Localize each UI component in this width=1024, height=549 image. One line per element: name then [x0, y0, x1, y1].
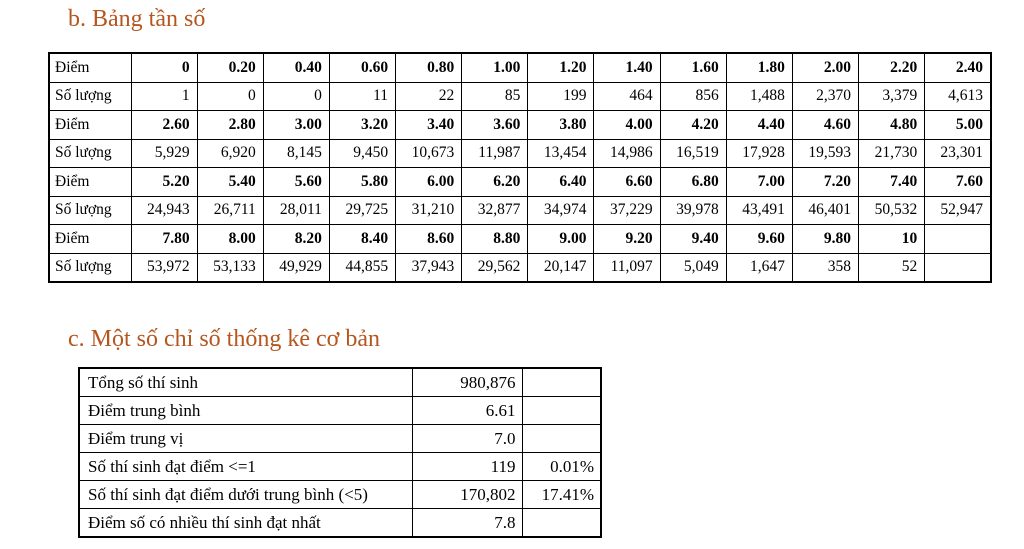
score-cell: 3.80	[528, 111, 594, 140]
score-cell: 2.60	[131, 111, 197, 140]
stat-label-cell: Số thí sinh đạt điểm dưới trung bình (<5)	[79, 481, 412, 509]
statistic-row	[79, 509, 601, 538]
count-cell: 39,978	[660, 196, 726, 225]
score-cell: 0.60	[329, 53, 395, 82]
count-cell: 26,711	[197, 196, 263, 225]
count-cell: 24,943	[131, 196, 197, 225]
count-row-label: Số lượng	[49, 253, 131, 282]
count-row	[49, 196, 991, 225]
score-cell: 1.40	[594, 53, 660, 82]
count-cell: 23,301	[925, 139, 991, 168]
score-cell: 5.20	[131, 168, 197, 197]
count-cell: 52,947	[925, 196, 991, 225]
count-cell: 21,730	[859, 139, 925, 168]
count-cell: 53,133	[197, 253, 263, 282]
count-cell: 16,519	[660, 139, 726, 168]
count-cell: 49,929	[263, 253, 329, 282]
count-cell: 20,147	[528, 253, 594, 282]
score-cell: 10	[859, 225, 925, 254]
count-cell: 14,986	[594, 139, 660, 168]
stat-label-cell: Số thí sinh đạt điểm <=1	[79, 453, 412, 481]
count-cell: 358	[792, 253, 858, 282]
score-cell: 7.80	[131, 225, 197, 254]
count-cell: 43,491	[726, 196, 792, 225]
statistic-row	[79, 425, 601, 453]
score-cell: 6.80	[660, 168, 726, 197]
score-cell: 7.60	[925, 168, 991, 197]
count-cell: 37,943	[396, 253, 462, 282]
count-cell: 8,145	[263, 139, 329, 168]
score-cell: 8.40	[329, 225, 395, 254]
count-cell: 31,210	[396, 196, 462, 225]
score-cell: 8.80	[462, 225, 528, 254]
score-cell	[925, 225, 991, 254]
count-cell: 0	[263, 82, 329, 111]
count-cell: 0	[197, 82, 263, 111]
count-cell: 3,379	[859, 82, 925, 111]
stat-pct-cell	[522, 509, 601, 538]
stat-value-cell: 7.0	[412, 425, 522, 453]
score-cell: 2.00	[792, 53, 858, 82]
count-cell: 199	[528, 82, 594, 111]
stat-label-cell: Điểm số có nhiều thí sinh đạt nhất	[79, 509, 412, 538]
count-cell: 13,454	[528, 139, 594, 168]
score-row	[49, 111, 991, 140]
score-cell: 4.00	[594, 111, 660, 140]
score-cell: 0.80	[396, 53, 462, 82]
score-cell: 4.20	[660, 111, 726, 140]
score-cell: 4.40	[726, 111, 792, 140]
score-row-label: Điểm	[49, 168, 131, 197]
frequency-table-heading: b. Bảng tần số	[68, 6, 206, 32]
score-cell: 3.00	[263, 111, 329, 140]
count-cell: 856	[660, 82, 726, 111]
score-cell: 7.40	[859, 168, 925, 197]
count-cell: 52	[859, 253, 925, 282]
statistics-heading: c. Một số chỉ số thống kê cơ bản	[68, 326, 380, 352]
score-row-label: Điểm	[49, 225, 131, 254]
count-cell: 5,049	[660, 253, 726, 282]
score-cell: 3.60	[462, 111, 528, 140]
statistics-table	[78, 367, 602, 538]
score-row	[49, 53, 991, 82]
score-cell: 8.00	[197, 225, 263, 254]
score-cell: 0.40	[263, 53, 329, 82]
count-row	[49, 82, 991, 111]
count-row	[49, 253, 991, 282]
score-cell: 9.80	[792, 225, 858, 254]
count-cell: 32,877	[462, 196, 528, 225]
score-cell: 5.60	[263, 168, 329, 197]
score-cell: 3.40	[396, 111, 462, 140]
score-cell: 1.80	[726, 53, 792, 82]
score-cell: 2.80	[197, 111, 263, 140]
count-cell: 29,562	[462, 253, 528, 282]
count-cell: 53,972	[131, 253, 197, 282]
count-cell: 6,920	[197, 139, 263, 168]
stat-value-cell: 6.61	[412, 397, 522, 425]
score-cell: 6.20	[462, 168, 528, 197]
count-cell: 11	[329, 82, 395, 111]
count-cell: 50,532	[859, 196, 925, 225]
count-cell: 28,011	[263, 196, 329, 225]
score-cell: 9.40	[660, 225, 726, 254]
score-cell: 2.20	[859, 53, 925, 82]
count-cell: 34,974	[528, 196, 594, 225]
stat-label-cell: Tổng số thí sinh	[79, 368, 412, 397]
count-cell: 44,855	[329, 253, 395, 282]
count-cell: 37,229	[594, 196, 660, 225]
statistic-row	[79, 481, 601, 509]
count-cell: 10,673	[396, 139, 462, 168]
score-cell: 6.00	[396, 168, 462, 197]
score-cell: 5.40	[197, 168, 263, 197]
stat-pct-cell	[522, 368, 601, 397]
score-cell: 7.20	[792, 168, 858, 197]
score-cell: 1.00	[462, 53, 528, 82]
count-cell: 464	[594, 82, 660, 111]
count-row-label: Số lượng	[49, 196, 131, 225]
count-row	[49, 139, 991, 168]
score-cell: 0.20	[197, 53, 263, 82]
count-cell: 1	[131, 82, 197, 111]
count-cell: 19,593	[792, 139, 858, 168]
count-row-label: Số lượng	[49, 139, 131, 168]
count-row-label: Số lượng	[49, 82, 131, 111]
stat-label-cell: Điểm trung bình	[79, 397, 412, 425]
score-cell: 9.60	[726, 225, 792, 254]
score-cell: 6.60	[594, 168, 660, 197]
stat-value-cell: 119	[412, 453, 522, 481]
score-cell: 4.60	[792, 111, 858, 140]
score-cell: 8.20	[263, 225, 329, 254]
count-cell: 11,097	[594, 253, 660, 282]
count-cell: 29,725	[329, 196, 395, 225]
score-cell: 5.80	[329, 168, 395, 197]
count-cell: 85	[462, 82, 528, 111]
score-cell: 5.00	[925, 111, 991, 140]
count-cell: 11,987	[462, 139, 528, 168]
stat-pct-cell	[522, 397, 601, 425]
score-cell: 6.40	[528, 168, 594, 197]
count-cell: 1,488	[726, 82, 792, 111]
score-cell: 3.20	[329, 111, 395, 140]
score-cell: 1.20	[528, 53, 594, 82]
count-cell: 46,401	[792, 196, 858, 225]
score-row-label: Điểm	[49, 53, 131, 82]
score-cell: 8.60	[396, 225, 462, 254]
score-cell: 9.20	[594, 225, 660, 254]
stat-value-cell: 170,802	[412, 481, 522, 509]
stat-pct-cell: 17.41%	[522, 481, 601, 509]
stat-value-cell: 7.8	[412, 509, 522, 538]
score-cell: 2.40	[925, 53, 991, 82]
stat-label-cell: Điểm trung vị	[79, 425, 412, 453]
count-cell: 22	[396, 82, 462, 111]
score-row	[49, 168, 991, 197]
stat-value-cell: 980,876	[412, 368, 522, 397]
stat-pct-cell	[522, 425, 601, 453]
count-cell: 4,613	[925, 82, 991, 111]
count-cell: 5,929	[131, 139, 197, 168]
count-cell	[925, 253, 991, 282]
score-cell: 7.00	[726, 168, 792, 197]
frequency-table	[48, 52, 992, 283]
statistic-row	[79, 368, 601, 397]
statistic-row	[79, 397, 601, 425]
stat-pct-cell: 0.01%	[522, 453, 601, 481]
score-cell: 9.00	[528, 225, 594, 254]
count-cell: 17,928	[726, 139, 792, 168]
statistic-row	[79, 453, 601, 481]
count-cell: 1,647	[726, 253, 792, 282]
score-cell: 4.80	[859, 111, 925, 140]
count-cell: 2,370	[792, 82, 858, 111]
score-row	[49, 225, 991, 254]
score-row-label: Điểm	[49, 111, 131, 140]
score-cell: 1.60	[660, 53, 726, 82]
count-cell: 9,450	[329, 139, 395, 168]
score-cell: 0	[131, 53, 197, 82]
